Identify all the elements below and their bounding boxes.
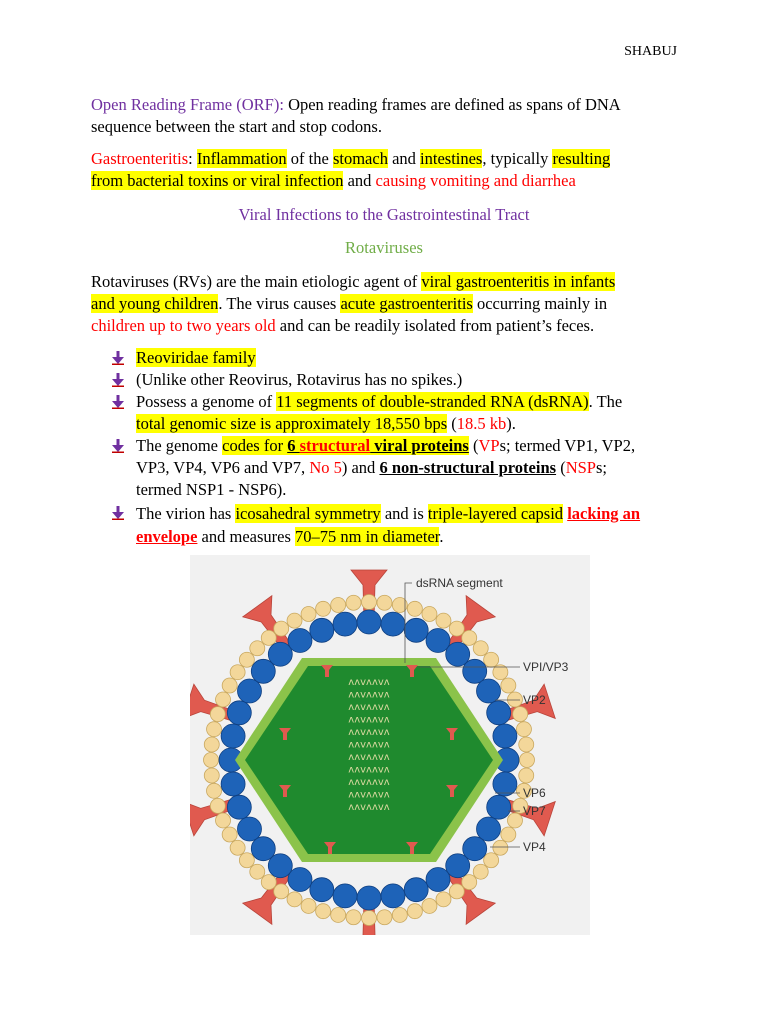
bullet-arrow-icon: [112, 439, 124, 453]
vp7-bead: [407, 601, 422, 616]
vp7-bead: [287, 613, 302, 628]
vp6-bead: [227, 795, 251, 819]
vp6-bead: [288, 868, 312, 892]
vp7-bead: [501, 678, 516, 693]
vp6-bead: [221, 772, 245, 796]
vp7-bead: [261, 630, 276, 645]
vp7-bead: [316, 601, 331, 616]
section-title: Viral Infections to the Gastrointestinal Tract: [238, 205, 530, 224]
bullet-item: Reoviridae family: [136, 348, 256, 367]
bullet-arrow-icon: [112, 506, 124, 520]
vp7-bead: [473, 641, 488, 656]
vp7-bead: [507, 692, 522, 707]
label-vp13: VPI/VP3: [523, 660, 569, 674]
vp6-bead: [463, 659, 487, 683]
vp7-bead: [287, 892, 302, 907]
vp7-bead: [362, 911, 377, 926]
vp6-bead: [357, 610, 381, 634]
vp7-bead: [216, 692, 231, 707]
vp7-bead: [436, 613, 451, 628]
vp7-bead: [261, 875, 276, 890]
vp7-bead: [520, 753, 535, 768]
vp6-bead: [251, 837, 275, 861]
dsrna-segment: ʌʌvʌʌvʌ: [348, 802, 390, 813]
vp7-bead: [210, 707, 225, 722]
vp7-bead: [216, 813, 231, 828]
label-vp4: VP4: [523, 840, 546, 854]
vp6-bead: [268, 642, 292, 666]
vp7-bead: [346, 595, 361, 610]
vp6-bead: [381, 612, 405, 636]
vp6-bead: [426, 628, 450, 652]
vp7-bead: [484, 853, 499, 868]
orf-term: Open Reading Frame (ORF):: [91, 95, 284, 114]
vp7-bead: [239, 853, 254, 868]
dsrna-segment: ʌʌvʌʌvʌ: [348, 764, 390, 776]
vp7-bead: [407, 904, 422, 919]
label-dsrna: dsRNA segment: [416, 576, 503, 590]
vp7-bead: [331, 598, 346, 613]
label-vp7: VP7: [523, 804, 546, 818]
vp7-bead: [239, 652, 254, 667]
dsrna-segment: ʌʌvʌʌvʌ: [348, 714, 390, 726]
intro-paragraph-line2: and young children. The virus causes acute gastroenteritis occurring mainly in: [91, 294, 608, 313]
rotavirus-diagram: [190, 555, 590, 935]
vp7-bead: [222, 678, 237, 693]
vp7-bead: [362, 595, 377, 610]
bullet-item-cont: termed NSP1 - NSP6).: [136, 480, 287, 499]
vp6-bead: [237, 817, 261, 841]
vp6-bead: [487, 795, 511, 819]
dsrna-segments: [348, 677, 390, 813]
bullet-arrow-icon: [112, 395, 124, 409]
gastro-term: Gastroenteritis: [91, 149, 189, 168]
vp7-bead: [204, 753, 219, 768]
dsrna-segment: ʌʌvʌʌvʌ: [348, 789, 390, 801]
bullet-item: The genome codes for 6 structural viral proteins (VPs; termed VP1, VP2,: [136, 436, 636, 455]
vp6-bead: [237, 679, 261, 703]
dsrna-segment: ʌʌvʌʌvʌ: [348, 752, 390, 763]
intro-paragraph-line3: children up to two years old and can be readily isolated from patient’s feces.: [91, 316, 595, 335]
vp7-bead: [462, 875, 477, 890]
vp6-bead: [487, 701, 511, 725]
bullet-item-cont: envelope and measures 70–75 nm in diameter.: [136, 527, 444, 546]
page-header: SHABUJ: [624, 44, 677, 59]
vp7-bead: [301, 607, 316, 622]
label-vp6: VP6: [523, 786, 546, 800]
bullet-arrow-icon: [112, 351, 124, 365]
vp7-bead: [501, 827, 516, 842]
vp6-bead: [310, 878, 334, 902]
vp7-bead: [392, 907, 407, 922]
bullet-item: (Unlike other Reovirus, Rotavirus has no spikes.): [136, 370, 463, 389]
vp7-bead: [207, 783, 222, 798]
vp6-bead: [493, 772, 517, 796]
vp7-bead: [250, 641, 265, 656]
dsrna-segment: ʌʌvʌʌvʌ: [348, 727, 390, 738]
vp6-bead: [227, 701, 251, 725]
dsrna-segment: ʌʌvʌʌvʌ: [348, 777, 390, 788]
vp7-bead: [507, 813, 522, 828]
vp7-bead: [422, 898, 437, 913]
vp6-bead: [446, 854, 470, 878]
vp6-bead: [477, 817, 501, 841]
vp6-bead: [310, 618, 334, 642]
intro-paragraph: Rotaviruses (RVs) are the main etiologic agent of viral gastroenteritis in infants: [91, 272, 616, 291]
vp7-bead: [204, 768, 219, 783]
vp6-bead: [493, 724, 517, 748]
vp7-bead: [210, 798, 225, 813]
bullet-item: The virion has icosahedral symmetry and is triple-layered capsid lacking an: [136, 504, 641, 523]
vp6-bead: [404, 618, 428, 642]
bullet-item: Possess a genome of 11 segments of double-stranded RNA (dsRNA). The: [136, 392, 623, 411]
dsrna-segment: ʌʌvʌʌvʌ: [348, 677, 390, 688]
vp7-bead: [250, 864, 265, 879]
vp7-bead: [422, 607, 437, 622]
gastro-paragraph: Gastroenteritis: Inflammation of the stomach and intestines, typically resulting: [91, 149, 611, 168]
vp6-bead: [221, 724, 245, 748]
bullet-arrow-icon: [112, 373, 124, 387]
bullet-item-cont: total genomic size is approximately 18,550 bps (18.5 kb).: [136, 414, 516, 433]
vp7-bead: [449, 884, 464, 899]
vp7-bead: [377, 910, 392, 925]
vp7-bead: [519, 768, 534, 783]
vp6-bead: [477, 679, 501, 703]
vp7-bead: [513, 707, 528, 722]
vp7-bead: [204, 737, 219, 752]
vp7-bead: [274, 621, 289, 636]
vp7-bead: [230, 665, 245, 680]
vp7-bead: [346, 910, 361, 925]
vp7-bead: [449, 621, 464, 636]
vp7-bead: [516, 722, 531, 737]
vp6-bead: [381, 884, 405, 908]
vp7-bead: [230, 840, 245, 855]
vp6-bead: [357, 886, 381, 910]
dsrna-segment: ʌʌvʌʌvʌ: [348, 702, 390, 713]
dsrna-segment: ʌʌvʌʌvʌ: [348, 739, 390, 751]
vp6-bead: [333, 884, 357, 908]
vp6-bead: [333, 612, 357, 636]
vp7-bead: [207, 722, 222, 737]
vp6-bead: [426, 868, 450, 892]
vp7-bead: [301, 898, 316, 913]
vp6-bead: [288, 628, 312, 652]
vp7-bead: [493, 840, 508, 855]
vp7-bead: [436, 892, 451, 907]
vp6-bead: [404, 878, 428, 902]
vp7-bead: [377, 595, 392, 610]
vp7-bead: [462, 630, 477, 645]
vp7-bead: [519, 737, 534, 752]
section-subtitle: Rotaviruses: [345, 238, 423, 257]
gastro-paragraph-line2: from bacterial toxins or viral infection and causing vomiting and diarrhea: [91, 171, 576, 190]
orf-paragraph-line2: sequence between the start and stop codons.: [91, 117, 382, 136]
label-vp2: VP2: [523, 693, 546, 707]
dsrna-segment: ʌʌvʌʌvʌ: [348, 689, 390, 701]
vp7-bead: [484, 652, 499, 667]
vp7-bead: [222, 827, 237, 842]
bullet-item-cont: VP3, VP4, VP6 and VP7, No 5) and 6 non-structural proteins (NSPs;: [136, 458, 607, 477]
vp7-bead: [316, 904, 331, 919]
vp7-bead: [274, 884, 289, 899]
vp7-bead: [331, 907, 346, 922]
vp7-bead: [473, 864, 488, 879]
orf-paragraph: Open Reading Frame (ORF): Open reading frames are defined as spans of DNA: [91, 95, 621, 114]
